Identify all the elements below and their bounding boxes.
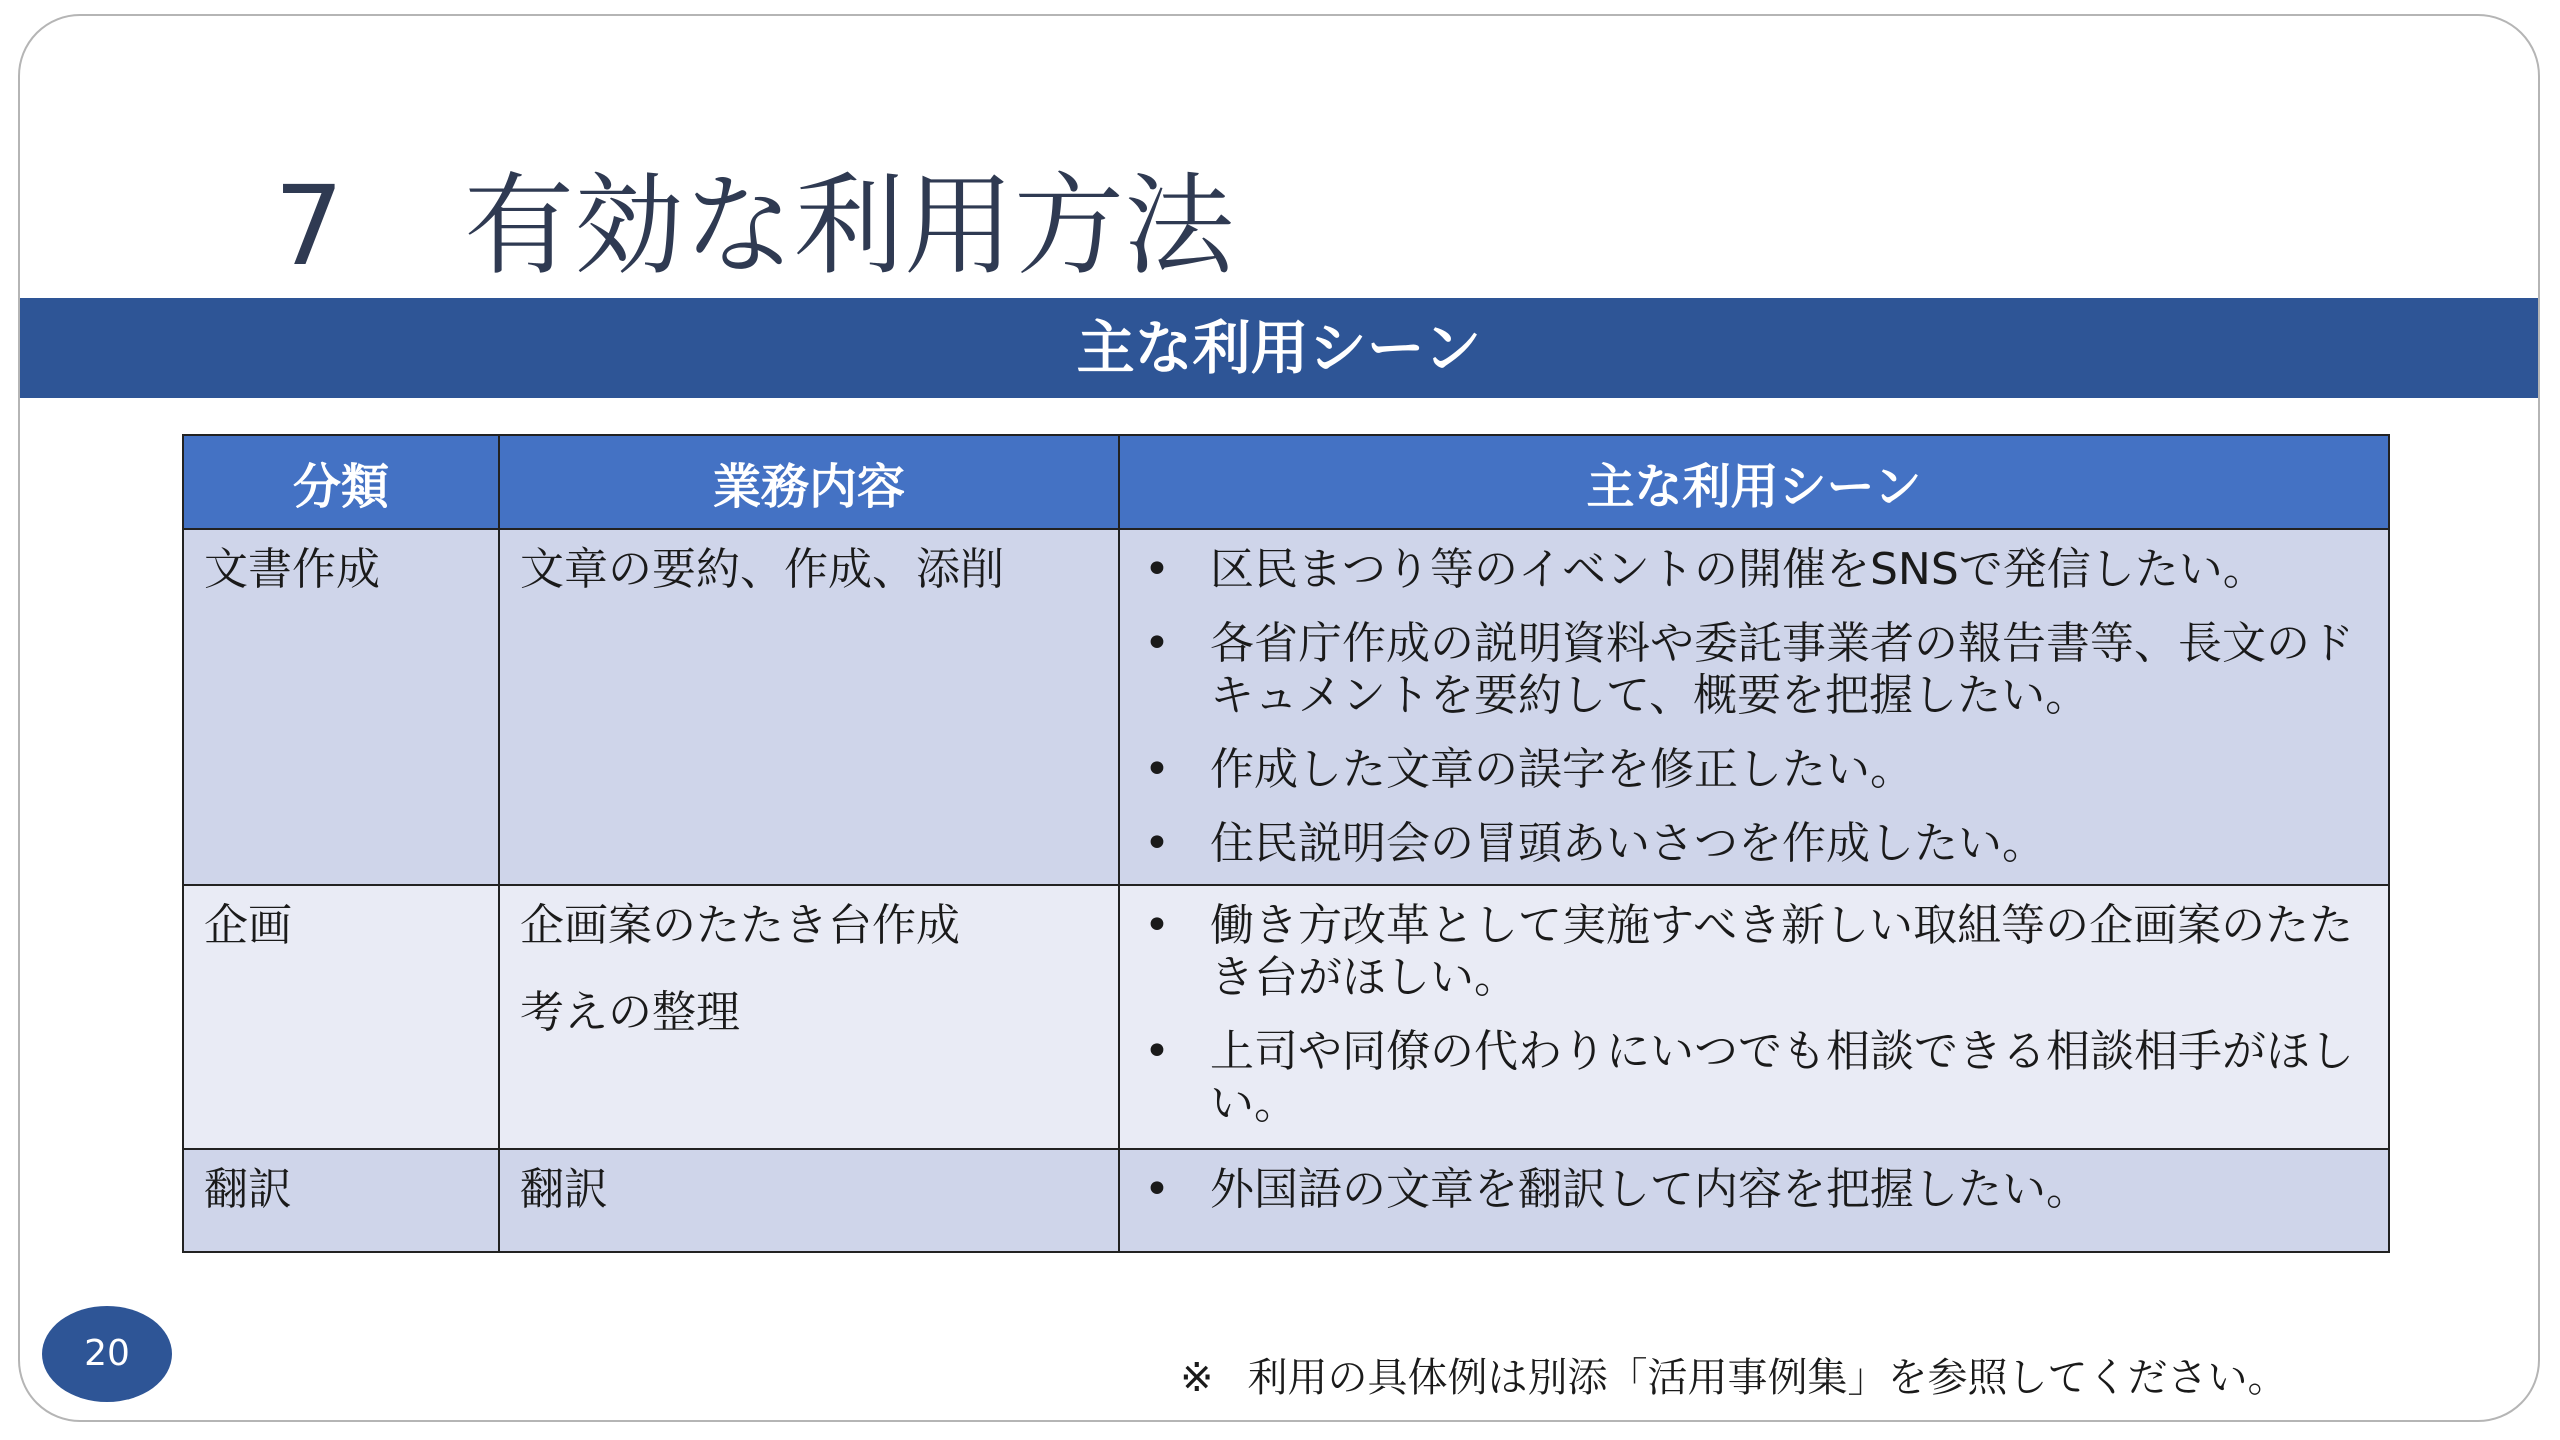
scene-item: • 外国語の文章を翻訳して内容を把握したい。 <box>1140 1164 2370 1216</box>
scene-cell <box>1119 1149 2389 1252</box>
scene-item: • 上司や同僚の代わりにいつでも相談できる相談相手がほしい。 <box>1140 1026 2370 1130</box>
header-category: 分類 <box>183 435 499 529</box>
title-number: 7 <box>274 162 344 290</box>
scene-item: • 住民説明会の冒頭あいさつを作成したい。 <box>1140 818 2370 870</box>
task-cell <box>499 885 1119 1149</box>
section-banner: 主な利用シーン <box>20 298 2538 398</box>
title-text: 有効な利用方法 <box>464 162 1234 290</box>
scene-cell <box>1119 529 2389 885</box>
slide-title <box>274 156 1234 296</box>
usage-scenes-table <box>182 434 2390 1253</box>
scene-list <box>1140 1164 2370 1216</box>
category-cell: 翻訳 <box>183 1149 499 1252</box>
footnote-text: 利用の具体例は別添「活用事例集」を参照してください。 <box>1247 1355 2288 1401</box>
header-task: 業務内容 <box>499 435 1119 529</box>
task-item: 考えの整理 <box>520 986 740 1038</box>
task-item: 文章の要約、作成、添削 <box>520 544 1004 595</box>
table-row <box>183 885 2389 1149</box>
task-item: 翻訳 <box>520 1164 608 1215</box>
scene-cell <box>1119 885 2389 1149</box>
scene-list <box>1140 544 2370 870</box>
scene-item: • 各省庁作成の説明資料や委託事業者の報告書等、長文のドキュメントを要約して、概要を把握したい。 <box>1140 618 2370 722</box>
category-cell: 企画 <box>183 885 499 1149</box>
table-header-row <box>183 435 2389 529</box>
reference-mark: ※ <box>1180 1355 1214 1401</box>
task-cell <box>499 529 1119 885</box>
table-row <box>183 1149 2389 1252</box>
task-cell <box>499 1149 1119 1252</box>
task-item: 企画案のたたき台作成 <box>520 900 960 951</box>
scene-list <box>1140 900 2370 1130</box>
slide <box>18 14 2540 1422</box>
scene-item: • 区民まつり等のイベントの開催をSNSで発信したい。 <box>1140 544 2370 596</box>
page-number-badge: 20 <box>42 1306 172 1402</box>
scene-item: • 作成した文章の誤字を修正したい。 <box>1140 744 2370 796</box>
footnote <box>1180 1346 2288 1403</box>
header-scene: 主な利用シーン <box>1119 435 2389 529</box>
table-row <box>183 529 2389 885</box>
category-cell: 文書作成 <box>183 529 499 885</box>
scene-item: • 働き方改革として実施すべき新しい取組等の企画案のたたき台がほしい。 <box>1140 900 2370 1004</box>
